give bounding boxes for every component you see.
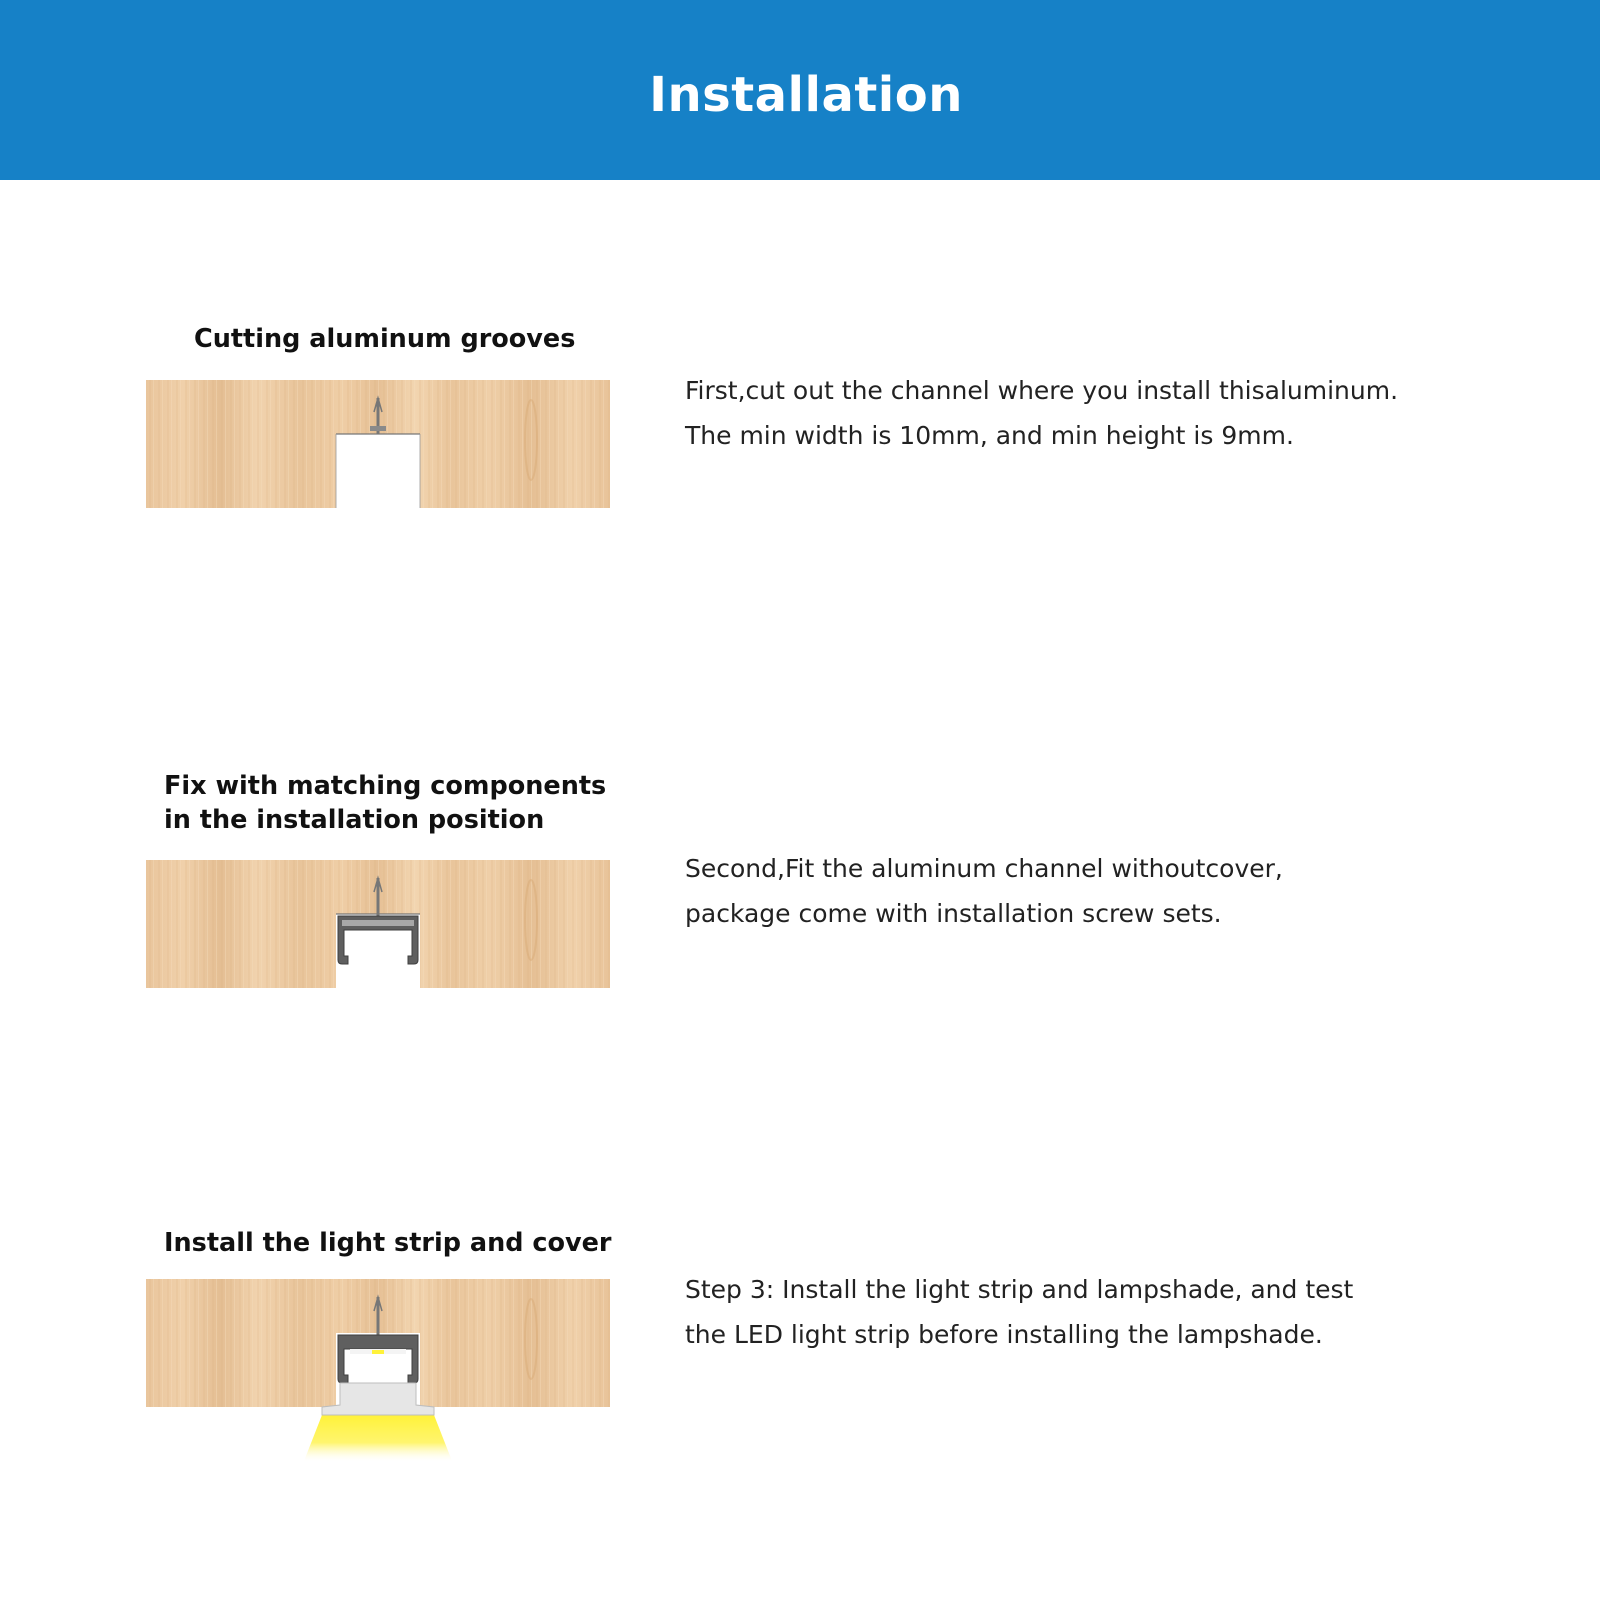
step-3-description — [685, 1267, 1353, 1357]
wood-groove-with-aluminum-channel-icon — [146, 860, 610, 988]
step-2-description — [685, 846, 1283, 936]
step-3-diagram — [146, 1279, 610, 1461]
wood-groove-with-screw-icon — [146, 380, 610, 508]
step-2-title-line-1: Fix with matching components — [164, 771, 607, 801]
step-2-description-line-2: package come with installation screw sets. — [685, 899, 1222, 928]
step-1-description — [685, 368, 1398, 458]
wood-groove-with-lit-led-strip-icon — [146, 1279, 610, 1461]
step-1-title — [194, 322, 575, 356]
step-3-title — [164, 1226, 611, 1260]
step-1-title-line-1: Cutting aluminum grooves — [194, 324, 576, 354]
step-2-description-line-1: Second,Fit the aluminum channel withoutcover, — [685, 854, 1283, 883]
step-2-title-line-2: in the installation position — [164, 805, 545, 835]
step-1-description-line-1: First,cut out the channel where you install thisaluminum. — [685, 376, 1399, 405]
step-2-diagram — [146, 860, 610, 988]
step-3-title-line-1: Install the light strip and cover — [164, 1228, 612, 1258]
step-1-description-line-2: The min width is 10mm, and min height is 9mm. — [685, 421, 1294, 450]
step-2-title — [164, 769, 606, 837]
page-title: Installation — [649, 67, 963, 123]
step-3-description-line-1: Step 3: Install the light strip and lampshade, and test — [685, 1275, 1354, 1304]
header-banner — [0, 0, 1600, 180]
step-3-description-line-2: the LED light strip before installing the lampshade. — [685, 1320, 1323, 1349]
step-1-diagram — [146, 380, 610, 508]
